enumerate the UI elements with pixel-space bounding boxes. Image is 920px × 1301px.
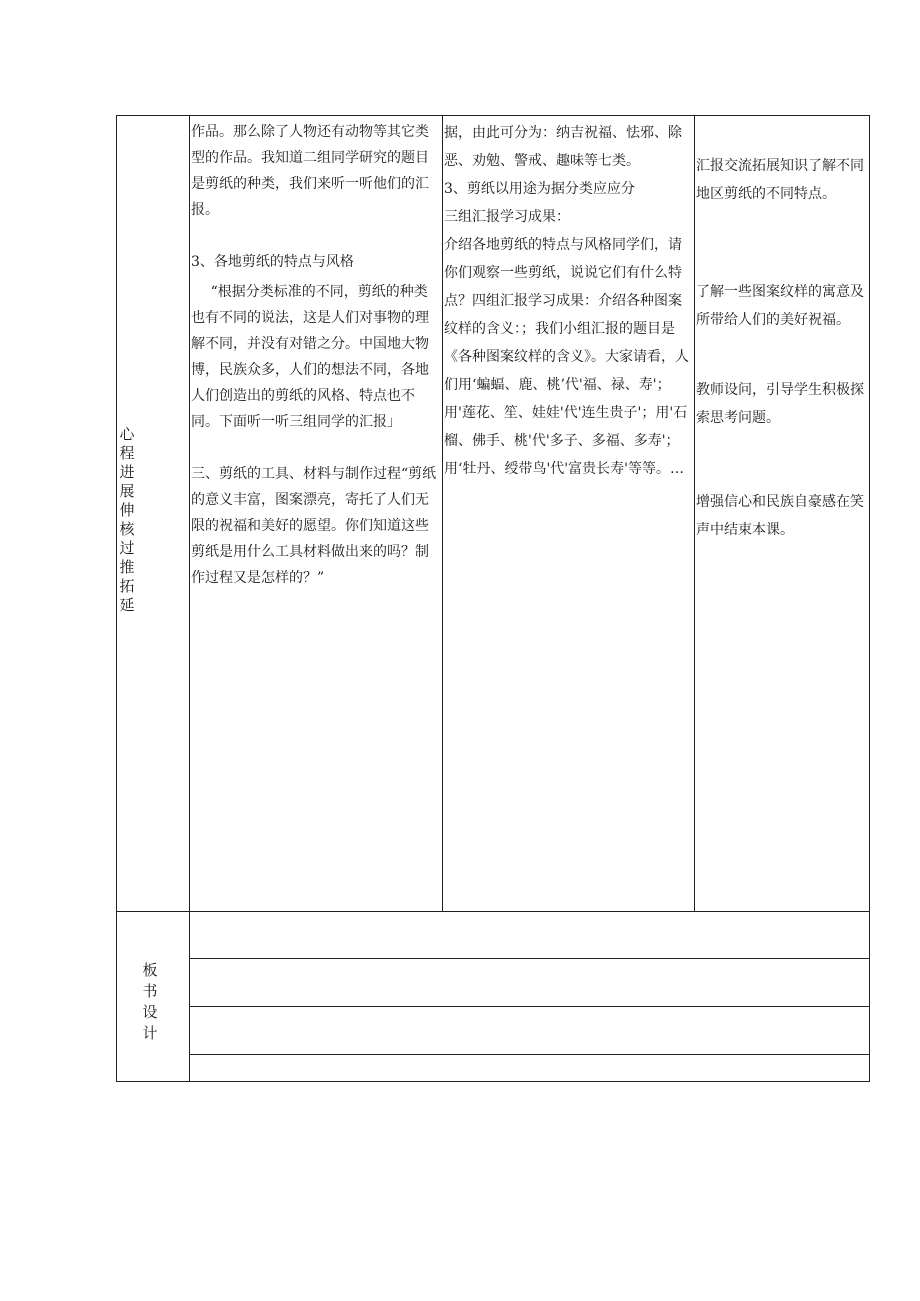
student-para: 三组汇报学习成果： (444, 209, 570, 225)
row-divider (116, 911, 870, 912)
stage-label-char: 进 (119, 463, 135, 481)
teacher-para: “根据分类标准的不同，剪纸的种类也有不同的说法，这是人们对事物的理解不同，并没有对错之分。中国地大物博，民族众多，人们的想法不同，各地人们创造出的剪纸的风格、特点也不同。下面听一听三组同学的汇报」 (191, 284, 429, 430)
intent-para: 了解一些图案纹样的寓意及所带给人们的美好祝福。 (696, 284, 864, 328)
stage-label-char: 伸 (119, 501, 135, 519)
stage-label-char: 延 (119, 596, 135, 614)
column-divider (442, 115, 443, 912)
stage-label (116, 425, 138, 615)
stage-label-char: 核 (119, 520, 135, 538)
intent-para: 汇报交流拓展知识了解不同地区剪纸的不同特点。 (696, 158, 864, 202)
stage-label-char: 拓 (119, 577, 135, 595)
stage-label-char: 展 (119, 482, 135, 500)
column-divider (694, 115, 695, 912)
stage-label-char: 过 (119, 539, 135, 557)
intent-para: 教师设问，引导学生积极探索思考问题。 (696, 382, 864, 426)
teacher-activity-cell (191, 119, 441, 591)
board-row-divider (189, 1054, 870, 1055)
section-heading: 3、各地剪纸的特点与风格 (191, 254, 354, 270)
intent-para: 增强信心和民族自豪感在笑声中结束本课。 (696, 494, 864, 538)
board-label-char: 设 (142, 1003, 158, 1021)
design-intent-cell (696, 152, 869, 544)
teacher-para: 作品。那么除了人物还有动物等其它类型的作品。我知道二组同学研究的题目是剪纸的种类，我们来听一听他们的汇报。 (191, 124, 429, 218)
board-label-char: 书 (142, 982, 158, 1000)
board-design-label (140, 960, 160, 1044)
board-label-char: 板 (142, 961, 158, 979)
stage-label-char: 心 (119, 425, 135, 443)
stage-label-char: 程 (119, 444, 135, 462)
student-para: 介绍各地剪纸的特点与风格同学们，请你们观察一些剪纸，说说它们有什么特点？四组汇报学习成果：介绍各种图案纹样的含义：；我们小组汇报的题目是《各种图案纹样的含义》。大家请看，人们用‘蝙蝠、鹿、桃’代'福、禄、寿'；用'莲花、笙、娃娃'代'连生贵子'；用'石榴、佛手、桃'代'多子、多福、多寿'；用‘牡丹、绶带鸟'代'富贵长寿'等等。… (444, 237, 689, 477)
teacher-para: 三、剪纸的工具、材料与制作过程“剪纸的意义丰富，图案漂亮，寄托了人们无限的祝福和美好的愿望。你们知道这些剪纸是用什么工具材料做出来的吗？制作过程又是怎样的？” (191, 466, 437, 586)
column-divider (189, 115, 190, 1082)
board-label-char: 计 (142, 1024, 158, 1042)
board-row-divider (189, 1006, 870, 1007)
board-row-divider (189, 958, 870, 959)
student-para: 3、剪纸以用途为据分类应应分 (444, 181, 635, 197)
student-activity-cell (444, 119, 693, 483)
stage-label-char: 推 (119, 558, 135, 576)
student-para: 据，由此可分为：纳吉祝福、怯邪、除恶、劝勉、警戒、趣味等七类。 (444, 125, 682, 169)
